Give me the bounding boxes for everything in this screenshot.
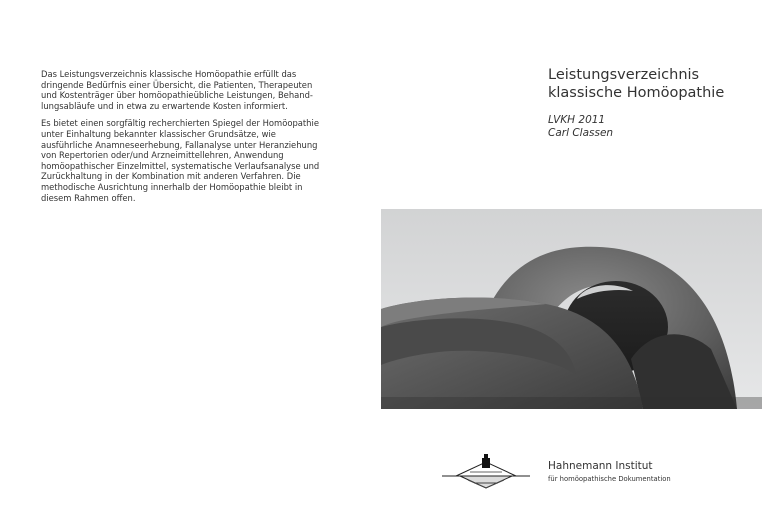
text-line: Das Leistungsverzeichnis klassische Homöopathie erfüllt das	[41, 69, 297, 79]
author-name: Carl Classen	[548, 126, 614, 139]
institute-name-block	[548, 460, 671, 484]
text-line: und Kostenträger über homöopathieübliche Leistungen, Behand-	[41, 90, 313, 101]
cover-subtitle	[548, 114, 613, 139]
text-line: Es bietet einen sorgfältig recherchierten Spiegel der Homöopathie	[41, 118, 319, 129]
paragraph-2	[41, 118, 333, 203]
institute-name: Hahnemann Institut	[548, 460, 653, 472]
text-line: dringende Bedürfnis einer Übersicht, die Patienten, Therapeuten	[41, 79, 313, 90]
text-line: von Repertorien oder/und Arzneimittellehren, Anwendung	[41, 150, 284, 161]
text-line: diesem Rahmen offen.	[41, 192, 136, 203]
institute-subtitle: für homöopathische Dokumentation	[548, 475, 671, 483]
edition-label: LVKH 2011	[548, 114, 606, 126]
text-line: Zurückhaltung in der Kombination mit anderen Verfahren. Die	[41, 171, 301, 182]
back-cover-text	[41, 69, 333, 210]
text-line: unter Einhaltung bekannter klassischer Grundsätze, wie	[41, 128, 276, 139]
sculpture-photo	[381, 209, 762, 409]
title-line-1: Leistungsverzeichnis	[548, 67, 700, 83]
paragraph-1	[41, 69, 333, 111]
title-line-2: klassische Homöopathie	[548, 84, 725, 101]
institute-logo	[440, 452, 532, 492]
text-line: homöopathischer Einzelmittel, systematische Verlaufsanalyse und	[41, 160, 320, 171]
cover-title	[548, 67, 724, 102]
text-line: ausführliche Anamneseerhebung, Fallanalyse unter Heranziehung	[41, 139, 318, 150]
text-line: methodische Ausrichtung innerhalb der Homöopathie bleibt in	[41, 181, 303, 192]
text-line: lungsabläufe und in etwa zu erwartende Kosten informiert.	[41, 100, 288, 111]
